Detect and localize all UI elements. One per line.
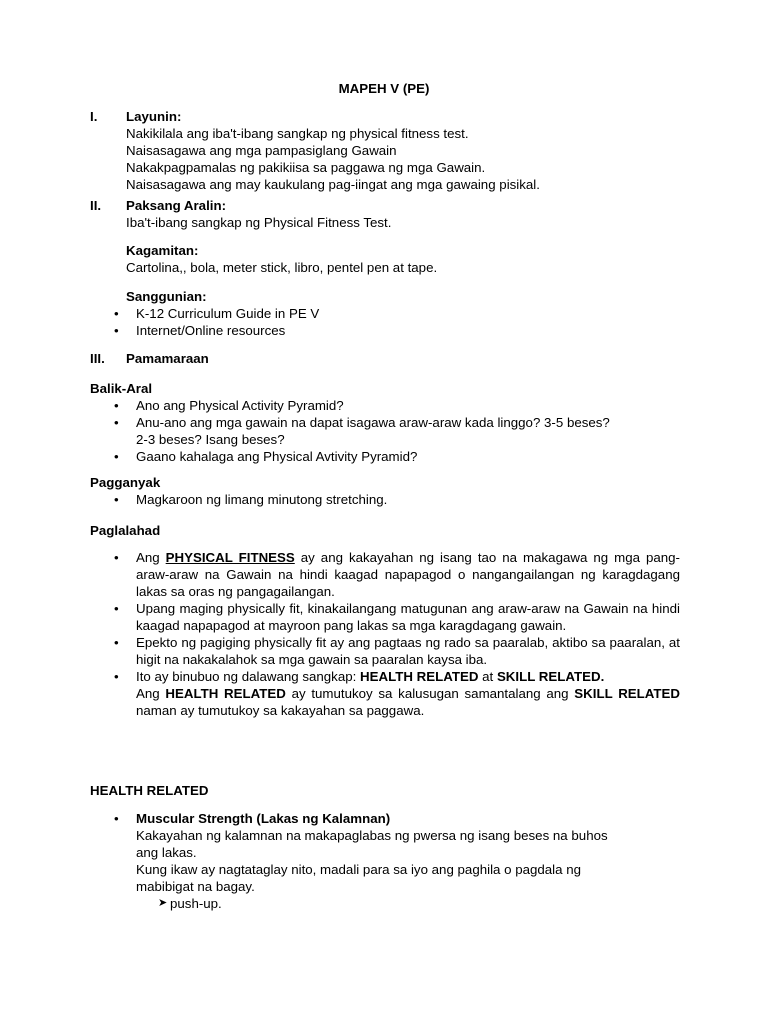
balik-aral-heading: Balik-Aral — [90, 381, 153, 396]
paglalahad-heading-block — [90, 522, 680, 539]
list-item: • Epekto ng pagiging physically fit ay ang pagtaas ng rado sa paaralab, aktibo sa paaralan, at higit na nakakalahok sa mga gawain sa paaralan kaysa iba. — [90, 634, 680, 668]
section-number: II. — [90, 198, 102, 213]
emphasis-skill-related: SKILL RELATED. — [496, 669, 605, 684]
pagganyak-block — [90, 474, 680, 508]
sanggunian-heading: Sanggunian: — [126, 289, 207, 304]
item-line: Kung ikaw ay nagtataglay nito, madali para sa iyo ang paghila o pagdala ng — [136, 862, 582, 877]
list-item: • K-12 Curriculum Guide in PE V — [90, 305, 680, 322]
list-item-text: 2-3 beses? Isang beses? — [136, 432, 285, 447]
emphasis-health-related: HEALTH RELATED — [360, 669, 479, 684]
section-heading: Paksang Aralin: — [126, 198, 227, 213]
health-related-list — [90, 810, 680, 912]
list-item: • Gaano kahalaga ang Physical Avtivity Pyramid? — [90, 448, 680, 465]
objective-line: Nakakpagpamalas ng pakikiisa sa paggawa ng mga Gawain. — [126, 160, 486, 175]
sub-item-text: push-up. — [170, 896, 222, 911]
section-heading: Pamamaraan — [126, 351, 209, 366]
kagamitan-heading: Kagamitan: — [126, 243, 199, 258]
health-related-heading-block — [90, 782, 680, 799]
sub-list-item — [90, 895, 680, 912]
list-item — [90, 414, 680, 448]
list-item — [90, 810, 680, 895]
list-item: • Upang maging physically fit, kinakailangang matugunan ang araw-araw na Gawain na hindi kaagad napapagod at mayroon pang lakas sa mga karagdagang gawain. — [90, 600, 680, 634]
text-run: ay ang kakayahan ng isang tao na makagawa ng mga pang-araw-araw na Gawain na hindi kaagad napapagod o nangangailangan ng karagdagang lakas sa oras ng pangagailangan. — [136, 550, 680, 599]
list-item — [90, 668, 680, 719]
balik-aral-block — [90, 380, 680, 465]
item-line: Kakayahan ng kalamnan na makapaglabas ng pwersa ng isang beses na buhos — [136, 828, 608, 843]
section-heading: Layunin: — [126, 109, 182, 124]
text-run: at — [478, 669, 497, 684]
emphasis-skill-related: SKILL RELATED — [574, 686, 680, 701]
list-item — [90, 549, 680, 600]
arrow-bullet-icon: ➤ — [158, 897, 168, 909]
topic-line: Iba't-ibang sangkap ng Physical Fitness Test. — [126, 215, 392, 230]
pagganyak-heading: Pagganyak — [90, 475, 161, 490]
kagamitan-line: Cartolina,, bola, meter stick, libro, pentel pen at tape. — [126, 260, 438, 275]
item-line: mabibigat na bagay. — [136, 879, 255, 894]
text-run: ay tumutukoy sa kalusugan samantalang ang — [285, 686, 575, 701]
list-item: • Magkaroon ng limang minutong stretching. — [90, 491, 680, 508]
objective-line: Naisasagawa ang mga pampasiglang Gawain — [126, 143, 397, 158]
paglalahad-list — [90, 549, 680, 719]
text-run: Ito ay binubuo ng dalawang sangkap: — [136, 669, 361, 684]
item-title: • Muscular Strength (Lakas ng Kalamnan) — [136, 811, 391, 826]
list-item-text: Anu-ano ang mga gawain na dapat isagawa araw-araw kada linggo? 3-5 beses? — [136, 415, 610, 430]
list-item: • Internet/Online resources — [90, 322, 680, 339]
list-item: • Ano ang Physical Activity Pyramid? — [90, 397, 680, 414]
objective-line: Naisasagawa ang may kaukulang pag-iingat ang mga gawaing pisikal. — [126, 177, 540, 192]
sanggunian-list — [90, 305, 680, 339]
text-run: Ang — [136, 686, 166, 701]
text-run: Ang — [136, 550, 166, 565]
section-number: III. — [90, 351, 105, 366]
health-related-heading: HEALTH RELATED — [90, 783, 209, 798]
emphasis-health-related: HEALTH RELATED — [165, 686, 286, 701]
page-title: MAPEH V (PE) — [338, 81, 430, 96]
emphasis-physical-fitness: PHYSICAL FITNESS — [165, 550, 295, 565]
section-number: I. — [90, 109, 98, 124]
paglalahad-heading: Paglalahad — [90, 523, 161, 538]
objective-line: Nakikilala ang iba't-ibang sangkap ng physical fitness test. — [126, 126, 469, 141]
text-run: naman ay tumutukoy sa kakayahan sa paggawa. — [136, 703, 425, 718]
item-line: ang lakas. — [136, 845, 197, 860]
